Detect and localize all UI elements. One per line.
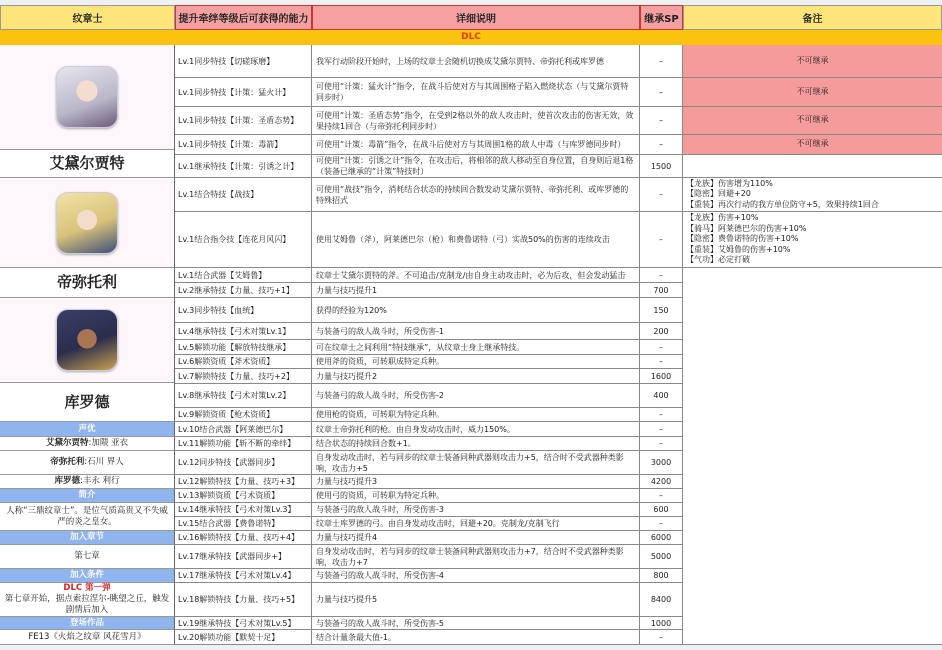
remark-line: 【重装】再次行动的我方单位防守+5，效果持续1回合 xyxy=(686,199,879,209)
ability-name: Lv.9解锁资质【枪术资质】 xyxy=(175,408,312,421)
ability-name: Lv.3同步特技【血统】 xyxy=(175,298,312,322)
remark-line: 【隐密】费鲁诺特的伤害+10% xyxy=(686,234,799,244)
emblem-name: 帝弥托利 xyxy=(0,268,175,298)
header-col-detail: 详细说明 xyxy=(312,5,640,30)
chapter-text: 第七章 xyxy=(0,545,175,569)
inherit-sp: – xyxy=(640,107,683,134)
ability-name: Lv.2继承特技【力量、技巧+1】 xyxy=(175,283,312,297)
ability-detail: 结合计量条最大值-1。 xyxy=(312,630,640,644)
remark-line: 【龙族】伤害增为110% xyxy=(686,178,773,188)
ability-name: Lv.13解锁资质【弓术资质】 xyxy=(175,489,312,502)
inherit-sp: 1600 xyxy=(640,369,683,383)
voice-actor xyxy=(0,437,175,451)
intro-section-title: 简介 xyxy=(0,489,175,503)
condition-dlc: DLC 第一弹 xyxy=(63,583,111,593)
inherit-sp: 400 xyxy=(640,384,683,407)
claude-portrait xyxy=(56,309,118,371)
ability-name: Lv.1同步特技【计策：猛火计】 xyxy=(175,78,312,106)
table-row xyxy=(175,475,683,489)
table-row xyxy=(175,583,683,617)
ability-detail: 可使用“计策：毒箭”指令，在战斗后使对方与其周围1格的敌人中毒（与库罗德同步时） xyxy=(312,135,640,154)
ability-detail: 自身发动攻击时，若与同步的纹章士装备同种武器则攻击力+7，结合时不受武器种类影响，攻击力+7 xyxy=(312,545,640,568)
inherit-sp: 8400 xyxy=(640,583,683,616)
inherit-sp: – xyxy=(640,45,683,77)
remark-cell xyxy=(683,45,942,78)
inherit-sp: 1500 xyxy=(640,155,683,177)
ability-detail: 获得的经验为120% xyxy=(312,298,640,322)
table-row xyxy=(175,531,683,545)
ability-detail: 力量与技巧提升2 xyxy=(312,369,640,383)
table-row xyxy=(175,503,683,517)
table-row xyxy=(175,517,683,531)
voice-role: 帝弥托利 xyxy=(50,457,85,467)
ability-detail: 纹章士库罗德的弓。由自身发动攻击时，回避+20。克制龙/克制飞行 xyxy=(312,517,640,530)
remark-cell xyxy=(683,212,942,268)
voice-cv: :加隈 亚衣 xyxy=(88,438,129,448)
table-row xyxy=(175,630,683,645)
portrait-cell xyxy=(0,178,175,268)
inherit-sp: 800 xyxy=(640,569,683,582)
table-row xyxy=(175,451,683,475)
inherit-sp: – xyxy=(640,517,683,530)
remark-cell xyxy=(683,155,942,178)
dlc-section-banner: DLC xyxy=(0,30,942,45)
emblem-name: 艾黛尔贾特 xyxy=(0,150,175,178)
ability-detail: 与装备弓的敌人战斗时，所受伤害-5 xyxy=(312,617,640,629)
table-row xyxy=(175,178,683,212)
ability-detail: 纹章士帝弥托利的枪。由自身发动攻击时，威力150%。 xyxy=(312,422,640,436)
inherit-sp: 600 xyxy=(640,503,683,516)
voice-cv: :石川 界人 xyxy=(84,457,124,467)
remark-cell xyxy=(683,78,942,107)
ability-name: Lv.1结合武器【艾姆鲁】 xyxy=(175,268,312,282)
table-row xyxy=(175,545,683,569)
ability-name: Lv.10结合武器【阿莱德巴尔】 xyxy=(175,422,312,436)
ability-detail: 与装备弓的敌人战斗时，所受伤害-3 xyxy=(312,503,640,516)
ability-detail: 可在纹章士之间利用“特技继承”，从纹章士身上继承特技。 xyxy=(312,340,640,354)
inherit-sp: 5000 xyxy=(640,545,683,568)
inherit-sp: – xyxy=(640,630,683,644)
portrait-cell xyxy=(0,298,175,383)
table-row xyxy=(175,569,683,583)
table-row xyxy=(175,45,683,78)
ability-name: Lv.6解锁资质【斧术资质】 xyxy=(175,355,312,368)
table-row xyxy=(175,283,683,298)
inherit-sp: – xyxy=(640,340,683,354)
not-inheritable-label: 不可继承 xyxy=(796,139,829,149)
remark-line: 【隐密】回避+20 xyxy=(686,189,751,199)
remark-cell xyxy=(683,268,942,645)
ability-detail: 使用弓的资质，可转职为特定兵种。 xyxy=(312,489,640,502)
ability-name: Lv.1同步特技【计策：圣盾态势】 xyxy=(175,107,312,134)
header-col-emblem: 纹章士 xyxy=(0,5,175,30)
inherit-sp: – xyxy=(640,212,683,267)
not-inheritable-label: 不可继承 xyxy=(796,55,829,65)
table-row xyxy=(175,268,683,283)
inherit-sp: 150 xyxy=(640,298,683,322)
works-section-title: 登场作品 xyxy=(0,617,175,630)
ability-name: Lv.1同步特技【计策：毒箭】 xyxy=(175,135,312,154)
inherit-sp: – xyxy=(640,489,683,502)
voice-actor xyxy=(0,451,175,475)
table-row xyxy=(175,298,683,323)
remark-cell xyxy=(683,178,942,212)
ability-detail: 力量与技巧提升5 xyxy=(312,583,640,616)
table-row xyxy=(175,369,683,384)
table-row xyxy=(175,155,683,178)
not-inheritable-label: 不可继承 xyxy=(796,86,829,96)
condition-text: 第七章开始，据点索拉涅尔-眺望之丘，触发剧情后加入 xyxy=(4,594,170,615)
inherit-sp: 200 xyxy=(640,323,683,339)
table-row xyxy=(175,384,683,408)
ability-detail: 可使用“计策：圣盾态势”指令，在受到2格以外的敌人攻击时，使首次攻击的伤害无效，效果持续1回合（与帝弥托利同步时） xyxy=(312,107,640,134)
remark-line: 【气功】必定打破 xyxy=(686,255,750,265)
condition-cell xyxy=(0,583,175,617)
inherit-sp: – xyxy=(640,408,683,421)
table-row xyxy=(175,437,683,451)
ability-name: Lv.17继承特技【武器同步+】 xyxy=(175,545,312,568)
voice-section-title: 声优 xyxy=(0,422,175,437)
intro-text: 人称“三鼎纹章士”。是位气质高贵又不失威严的炎之皇女。 xyxy=(0,503,175,531)
ability-detail: 自身发动攻击时，若与同步的纹章士装备同种武器则攻击力+5，结合时不受武器种类影响，攻击力+5 xyxy=(312,451,640,474)
ability-detail: 使用斧的资质，可转职成特定兵种。 xyxy=(312,355,640,368)
ability-detail: 与装备弓的敌人战斗时，所受伤害-4 xyxy=(312,569,640,582)
ability-detail: 使用艾姆鲁（斧），阿莱德巴尔（枪）和费鲁诺特（弓）实战50%的伤害的连续攻击 xyxy=(312,212,640,267)
ability-detail: 可使用“计策：引诱之计”指令，在攻击后，将相邻的敌人移动至自身位置，自身则后退1格（装备已继承的“计策”特技时） xyxy=(312,155,640,177)
header-col-sp: 继承SP xyxy=(640,5,683,30)
table-row xyxy=(175,212,683,268)
table-row xyxy=(175,422,683,437)
table-row xyxy=(175,617,683,630)
dimitri-portrait xyxy=(56,192,118,254)
inherit-sp: 1000 xyxy=(640,617,683,629)
inherit-sp: – xyxy=(640,268,683,282)
ability-name: Lv.4继承特技【弓术对策Lv.1】 xyxy=(175,323,312,339)
remark-line: 【骑马】阿莱德巴尔的伤害+10% xyxy=(686,223,807,233)
ability-detail: 与装备弓的敌人战斗时，所受伤害-1 xyxy=(312,323,640,339)
edelgard-portrait xyxy=(56,66,118,128)
ability-detail: 纹章士艾黛尔贾特的斧。不可追击/克制龙/由自身主动攻击时，必为后攻，但会发动猛击 xyxy=(312,268,640,282)
ability-name: Lv.7解锁特技【力量、技巧+2】 xyxy=(175,369,312,383)
condition-section-title: 加入条件 xyxy=(0,569,175,583)
ability-detail: 可使用“计策：猛火计”指令，在战斗后使对方与其周围格子陷入燃烧状态（与艾黛尔贾特同步时） xyxy=(312,78,640,106)
ability-detail: 使用枪的资质，可转职为特定兵种。 xyxy=(312,408,640,421)
ability-detail: 力量与技巧提升1 xyxy=(312,283,640,297)
ability-name: Lv.5解锁功能【解放特技继承】 xyxy=(175,340,312,354)
inherit-sp: – xyxy=(640,437,683,450)
remark-cell xyxy=(683,135,942,155)
inherit-sp: 700 xyxy=(640,283,683,297)
ability-name: Lv.12解锁特技【力量、技巧+3】 xyxy=(175,475,312,488)
inherit-sp: – xyxy=(640,422,683,436)
header-col-remarks: 备注 xyxy=(683,5,942,30)
emblem-name: 库罗德 xyxy=(0,383,175,422)
voice-actor xyxy=(0,475,175,489)
ability-name: Lv.8继承特技【弓术对策Lv.2】 xyxy=(175,384,312,407)
ability-detail: 力量与技巧提升4 xyxy=(312,531,640,544)
voice-role: 艾黛尔贾特 xyxy=(45,438,89,448)
ability-name: Lv.17继承特技【弓术对策Lv.4】 xyxy=(175,569,312,582)
ability-name: Lv.16解锁特技【力量、技巧+4】 xyxy=(175,531,312,544)
ability-name: Lv.1继承特技【计策：引诱之计】 xyxy=(175,155,312,177)
table-row xyxy=(175,408,683,422)
not-inheritable-label: 不可继承 xyxy=(796,115,829,125)
ability-name: Lv.12同步特技【武器同步】 xyxy=(175,451,312,474)
ability-name: Lv.15结合武器【费鲁诺特】 xyxy=(175,517,312,530)
header-col-ability: 提升牵绊等级后可获得的能力 xyxy=(175,5,312,30)
table-row xyxy=(175,78,683,107)
voice-role: 库罗德 xyxy=(54,476,80,486)
table-row xyxy=(175,107,683,135)
works-text: FE13《火焰之纹章 风花雪月》 xyxy=(0,630,175,645)
inherit-sp: – xyxy=(640,178,683,211)
ability-name: Lv.1结合指令技【连花月风闪】 xyxy=(175,212,312,267)
ability-detail: 与装备弓的敌人战斗时，所受伤害-2 xyxy=(312,384,640,407)
inherit-sp: 6000 xyxy=(640,531,683,544)
remark-line: 【龙族】伤害+10% xyxy=(686,213,759,223)
table-row xyxy=(175,489,683,503)
inherit-sp: – xyxy=(640,78,683,106)
ability-name: Lv.11解锁功能【斩不断的牵绊】 xyxy=(175,437,312,450)
ability-detail: 力量与技巧提升3 xyxy=(312,475,640,488)
inherit-sp: 3000 xyxy=(640,451,683,474)
voice-cv: :丰永 利行 xyxy=(79,476,120,486)
inherit-sp: – xyxy=(640,355,683,368)
ability-name: Lv.1同步特技【切磋琢磨】 xyxy=(175,45,312,77)
inherit-sp: – xyxy=(640,135,683,154)
remark-cell xyxy=(683,107,942,135)
chapter-section-title: 加入章节 xyxy=(0,531,175,545)
table-row xyxy=(175,355,683,369)
ability-name: Lv.18解锁特技【力量、技巧+5】 xyxy=(175,583,312,616)
table-row xyxy=(175,135,683,155)
portrait-cell xyxy=(0,45,175,150)
ability-name: Lv.19继承特技【弓术对策Lv.5】 xyxy=(175,617,312,629)
ability-name: Lv.1结合特技【战技】 xyxy=(175,178,312,211)
table-row xyxy=(175,340,683,355)
remark-line: 【重装】艾姆鲁的伤害+10% xyxy=(686,244,791,254)
ability-detail: 我军行动阶段开始时，上场的纹章士会随机切换成艾黛尔贾特、帝弥托利或库罗德 xyxy=(312,45,640,77)
ability-name: Lv.20解锁功能【默契十足】 xyxy=(175,630,312,644)
ability-name: Lv.14继承特技【弓术对策Lv.3】 xyxy=(175,503,312,516)
table-row xyxy=(175,323,683,340)
inherit-sp: 4200 xyxy=(640,475,683,488)
ability-detail: 结合状态的持续回合数+1。 xyxy=(312,437,640,450)
ability-detail: 可使用“战技”指令，消耗结合状态的持续回合数发动艾黛尔贾特、帝弥托利、或库罗德的特殊招式 xyxy=(312,178,640,211)
